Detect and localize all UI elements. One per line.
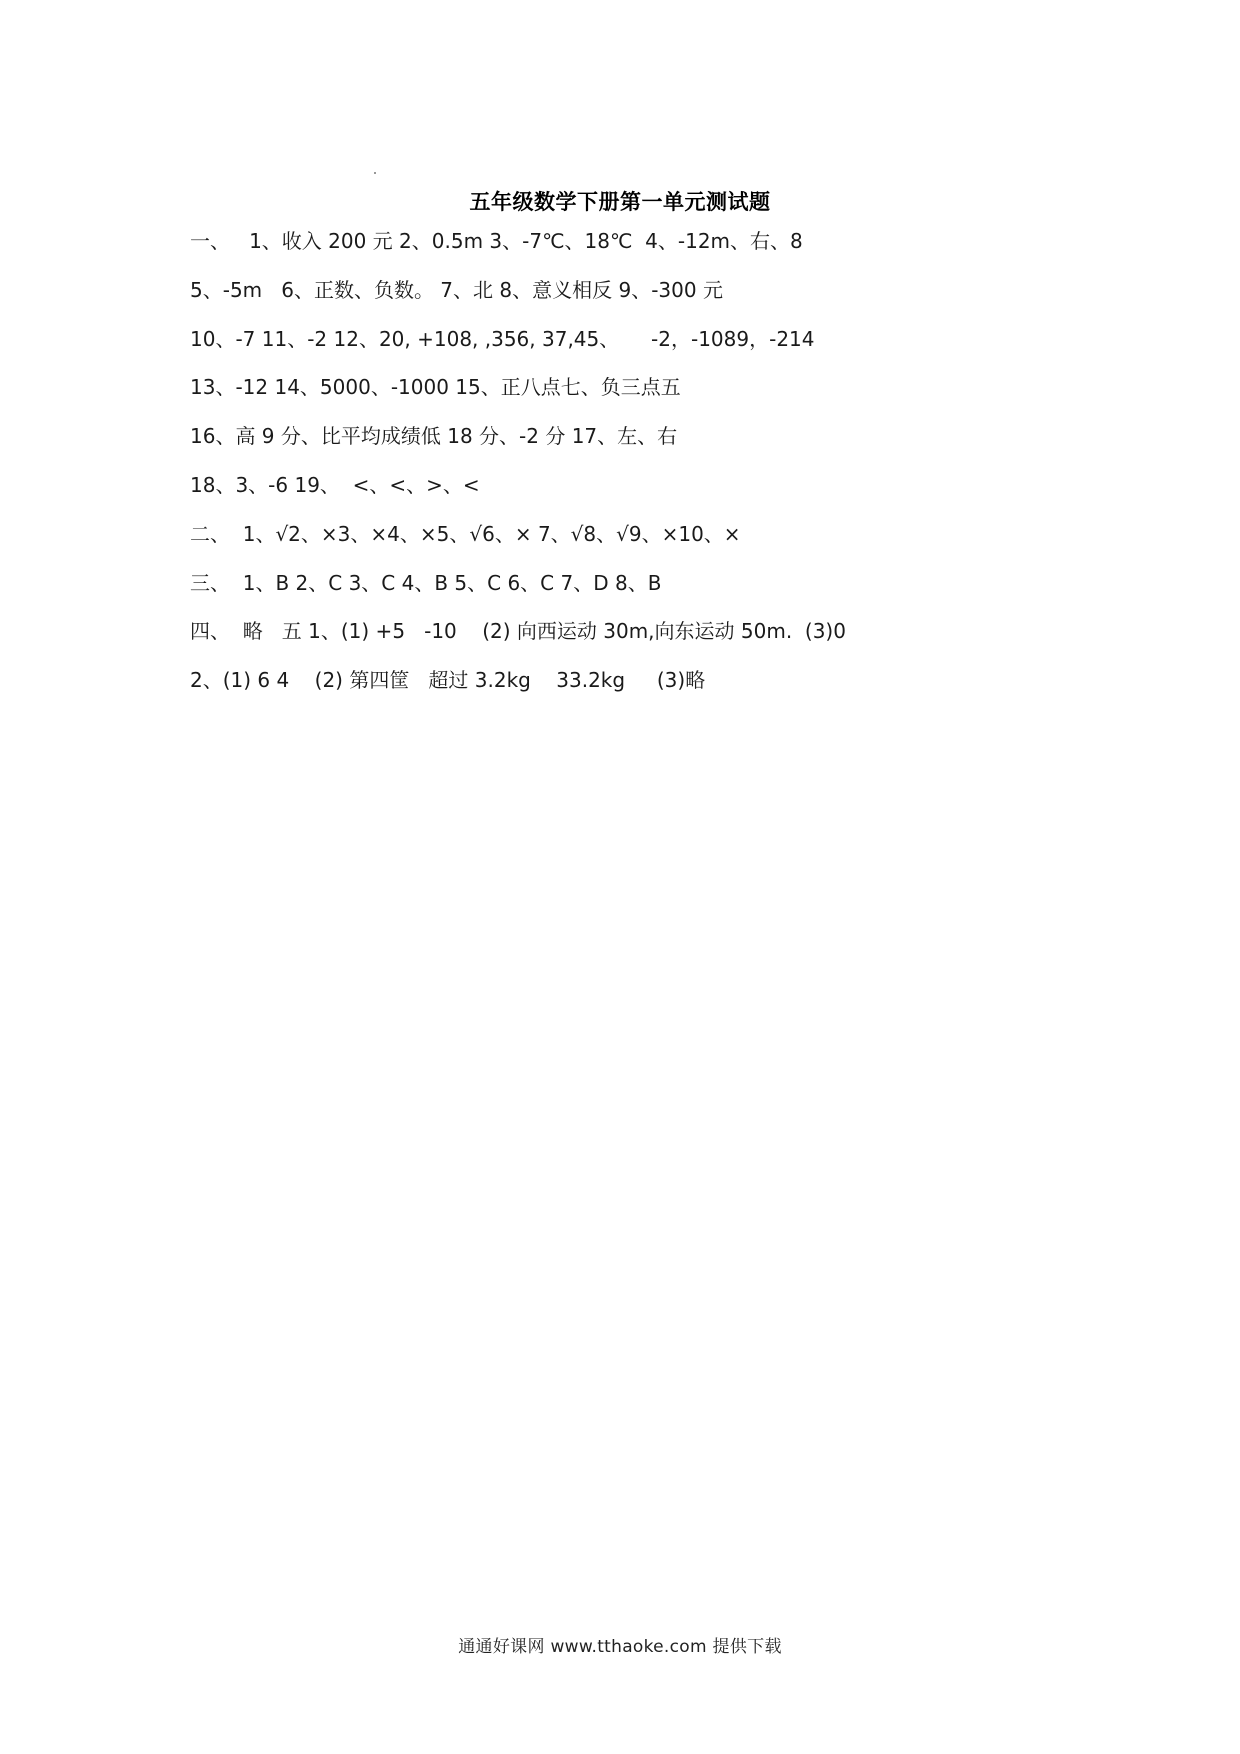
page-title: 五年级数学下册第一单元测试题 <box>469 189 771 214</box>
answer-key <box>190 226 1110 714</box>
answer-line-3: 10、-7 11、-2 12、20, +108, ,356, 37,45、 -2，-1089，-214 <box>190 326 815 351</box>
answer-line-2: 5、-5m 6、正数、负数。 7、北 8、意义相反 9、-300 元 <box>190 277 723 302</box>
answer-line-7: 二、 1、√2、×3、×4、×5、√6、× 7、√8、√9、×10、× <box>190 521 741 546</box>
answer-line-4: 13、-12 14、5000、-1000 15、正八点七、负三点五 <box>190 375 681 400</box>
page-footer: 通通好课网 www.tthaoke.com 提供下载 <box>458 1637 782 1657</box>
answer-line-10: 2、(1) 6 4 (2) 第四筐 超过 3.2kg 33.2kg (3)略 <box>190 668 706 693</box>
scan-speck <box>374 172 376 174</box>
answer-line-6: 18、3、-6 19、 <、<、>、< <box>190 472 480 497</box>
answer-line-5: 16、高 9 分、比平均成绩低 18 分、-2 分 17、左、右 <box>190 424 678 449</box>
answer-line-8: 三、 1、B 2、C 3、C 4、B 5、C 6、C 7、D 8、B <box>190 570 662 595</box>
answer-line-9: 四、 略 五 1、(1) +5 -10 (2) 向西运动 30m,向东运动 50m. (3)0 <box>190 619 846 644</box>
answer-line-1: 一、 1、收入 200 元 2、0.5m 3、-7℃、18℃ 4、-12m、右、8 <box>190 229 803 253</box>
